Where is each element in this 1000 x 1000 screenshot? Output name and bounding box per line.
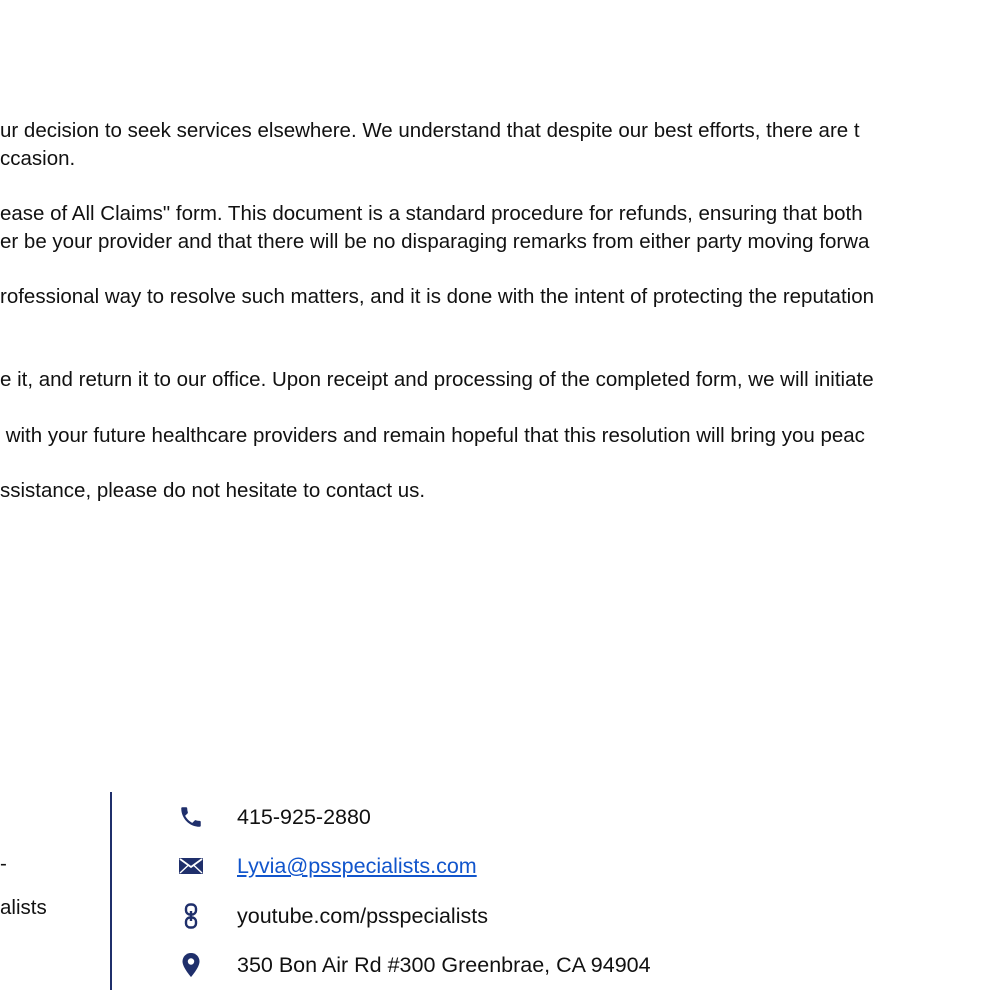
signature-name-fragment: - xyxy=(0,852,7,875)
email-link[interactable]: Lyvia@psspecialists.com xyxy=(237,854,477,878)
paragraph-2-line-1: ease of All Claims" form. This document is a standard procedure for refunds, ensuring that both xyxy=(0,202,863,225)
link-icon xyxy=(176,901,206,931)
paragraph-5-line-1: with your future healthcare providers and remain hopeful that this resolution will bring you peac xyxy=(0,424,865,447)
office-address: 350 Bon Air Rd #300 Greenbrae, CA 94904 xyxy=(237,953,651,977)
paragraph-4-line-1: e it, and return it to our office. Upon receipt and processing of the completed form, we will initiate xyxy=(0,368,874,391)
paragraph-2-line-2: er be your provider and that there will be no disparaging remarks from either party moving forwa xyxy=(0,230,870,253)
paragraph-5 xyxy=(0,422,865,450)
phone-icon xyxy=(176,802,206,832)
contact-email xyxy=(176,851,477,881)
paragraph-2 xyxy=(0,200,869,256)
paragraph-3 xyxy=(0,283,874,311)
signature-company-fragment: alists xyxy=(0,896,47,919)
paragraph-4 xyxy=(0,366,874,394)
paragraph-3-line-1: rofessional way to resolve such matters, and it is done with the intent of protecting the reputation xyxy=(0,285,875,308)
location-pin-icon xyxy=(176,950,206,980)
paragraph-6 xyxy=(0,477,425,505)
contact-website xyxy=(176,901,488,931)
paragraph-1-line-1: ur decision to seek services elsewhere. We understand that despite our best efforts, there are t xyxy=(0,119,860,142)
paragraph-6-line-1: ssistance, please do not hesitate to contact us. xyxy=(0,479,426,502)
contact-address xyxy=(176,950,651,980)
envelope-icon xyxy=(176,851,206,881)
phone-number: 415-925-2880 xyxy=(237,805,371,829)
signature-divider xyxy=(110,792,112,990)
contact-phone xyxy=(176,802,371,832)
paragraph-1 xyxy=(0,117,860,173)
paragraph-1-line-2: ccasion. xyxy=(0,147,76,170)
website-url: youtube.com/psspecialists xyxy=(237,904,488,928)
